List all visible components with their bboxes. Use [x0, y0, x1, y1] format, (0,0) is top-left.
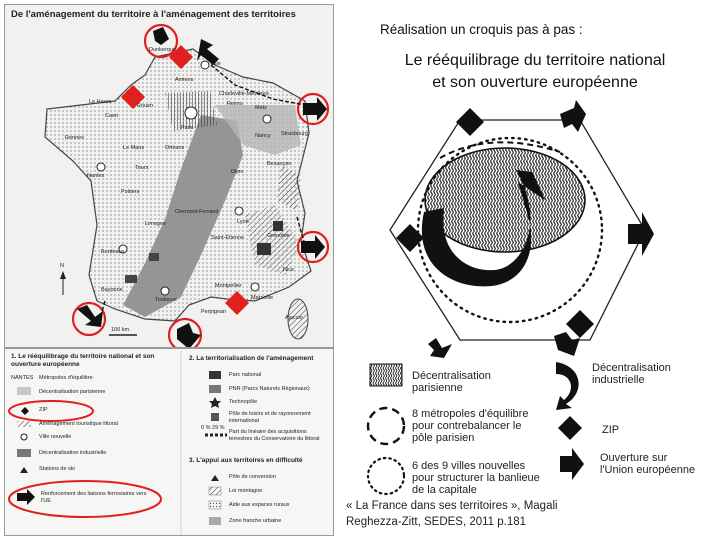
reference-legend-panel: [4, 348, 334, 536]
map-title: De l'aménagement du territoire à l'aménagement des territoires: [11, 9, 296, 20]
metropole-nantes: [97, 163, 105, 171]
city-label: Charleville-Mézières: [219, 91, 269, 97]
legend-item: Décentralisation industrielle: [39, 450, 107, 456]
legend-decentralisation-parisienne: Décentralisation parisienne: [412, 370, 491, 394]
percent-label: 0 % 29 %: [201, 425, 225, 431]
legend-item: Renforcement des liaisons ferroviaires vers l'UE: [41, 491, 147, 504]
city-label: Caen: [105, 113, 119, 119]
north-label: N: [60, 263, 64, 269]
legend-decentralisation-industrielle: Décentralisation industrielle: [592, 362, 671, 386]
park-3: [149, 253, 159, 261]
city-label: Nice: [283, 267, 295, 273]
metropole-toulouse: [161, 287, 169, 295]
legend-striped-swatch: [370, 364, 402, 386]
legend-dashed-circle: [368, 408, 404, 444]
city-label: Montpellier: [215, 283, 242, 289]
legend-item: Pôle de loisirs et de rayonnement international: [229, 411, 311, 424]
source-citation: [346, 498, 558, 530]
metropole-nancy: [263, 115, 271, 123]
legend-item: Part du linéaire des acquisitions terrestres du Conservatoire du littoral: [229, 429, 320, 442]
arrow-southwest: [77, 305, 103, 327]
city-label: Poitiers: [121, 189, 140, 195]
legend-item: Aide aux espaces ruraux: [229, 502, 290, 508]
city-label: Grenoble: [267, 233, 290, 239]
legend-section1-heading: 1. Le rééquilibrage du territoire national et son ouverture européenne: [11, 353, 155, 368]
croquis-title: [360, 50, 710, 94]
page-subtitle: Réalisation un croquis pas à pas :: [380, 22, 583, 37]
legend-item: Décentralisation parisienne: [39, 389, 106, 395]
city-label: Dijon: [231, 169, 244, 175]
city-label: Strasbourg: [281, 131, 308, 137]
city-label: Bayonne: [101, 287, 123, 293]
legend-item: Stations de ski: [39, 466, 75, 472]
city-label: Dunkerque: [149, 47, 176, 53]
city-label: Amiens: [175, 77, 194, 83]
city-label: Marseille: [251, 295, 274, 301]
city-label: Metz: [255, 105, 267, 111]
legend-item: Pôle de conversion: [229, 474, 276, 480]
city-label: Le Mans: [123, 145, 145, 151]
city-label: Paris: [181, 125, 194, 131]
source-line1: « La France dans ses territoires », Magali: [346, 500, 558, 512]
legend-item: PNR (Parcs Naturels Régionaux): [229, 386, 310, 392]
legend-section2-heading: 2. La territorialisation de l'aménagement: [189, 355, 314, 362]
city-label: Reims: [227, 101, 243, 107]
city-label: Nantes: [87, 173, 105, 179]
croquis-title-line2: et son ouverture européenne: [432, 74, 638, 91]
city-label: Ajaccio: [285, 315, 303, 321]
legend-item: Technopôle: [229, 399, 258, 405]
city-label: Besançon: [267, 161, 292, 167]
metropole-lille: [201, 61, 209, 69]
city-label: Rouen: [137, 103, 154, 109]
city-label: Lyon: [237, 219, 249, 225]
legend-zip: ZIP: [602, 424, 620, 436]
park-2: [273, 221, 283, 231]
legend-item: Aménagement touristique littoral: [39, 421, 118, 427]
city-label: Saint-Étienne: [211, 235, 245, 241]
city-label: Tours: [135, 165, 149, 171]
legend-metropoles: 8 métropoles d'équilibre pour contrebalancer le pôle parisien: [412, 408, 529, 444]
legend-curved-arrow: [556, 362, 579, 410]
legend-ouverture: Ouverture sur l'Union européenne: [600, 452, 696, 476]
reference-map-panel: [4, 4, 334, 348]
city-label: Clermont-Ferrand: [175, 209, 219, 215]
legend-item: Zone franche urbaine: [229, 518, 282, 524]
arrow-northwest: [153, 27, 169, 45]
legend-item: Métropoles d'équilibre: [39, 375, 93, 381]
legend-item: Ville nouvelle: [39, 434, 72, 440]
legend-dotted-circle: [368, 458, 404, 494]
legend-section3-heading: 3. L'appui aux territoires en difficulté: [189, 457, 303, 464]
metropole-marseille: [251, 283, 259, 291]
city-label: Limoges: [145, 221, 166, 227]
legend-villes-nouvelles: 6 des 9 villes nouvelles pour structurer la banlieue de la capitale: [412, 460, 540, 496]
croquis-title-line1: Le rééquilibrage du territoire national: [404, 52, 666, 69]
metropole-lyon: [235, 207, 243, 215]
legend-ue-arrow: [560, 448, 584, 480]
city-label: Lille: [211, 61, 221, 67]
legend-item: Loi montagne: [229, 488, 263, 494]
legend-item: Parc national: [229, 372, 262, 378]
city-label: Toulouse: [155, 297, 178, 303]
city-label: Nancy: [255, 133, 271, 139]
city-label: Le Havre: [89, 99, 112, 105]
legend-zip-diamond: [558, 416, 582, 440]
nantes-tag: NANTES: [11, 375, 34, 381]
park-1: [257, 243, 271, 255]
city-label: Bordeaux: [101, 249, 125, 255]
source-line2: Reghezza-Zitt, SEDES, 2011 p.181: [346, 516, 527, 528]
scale-label: 100 km: [111, 327, 130, 333]
croquis-graphic: [340, 100, 710, 360]
city-label: Perpignan: [201, 309, 227, 315]
city-label: Orléans: [165, 145, 185, 151]
decentralisation-parisienne-zone: [425, 148, 585, 252]
city-label: Rennes: [65, 135, 84, 141]
park-4: [125, 275, 137, 283]
metropole-paris: [185, 107, 197, 119]
legend-item: ZIP: [39, 407, 48, 413]
